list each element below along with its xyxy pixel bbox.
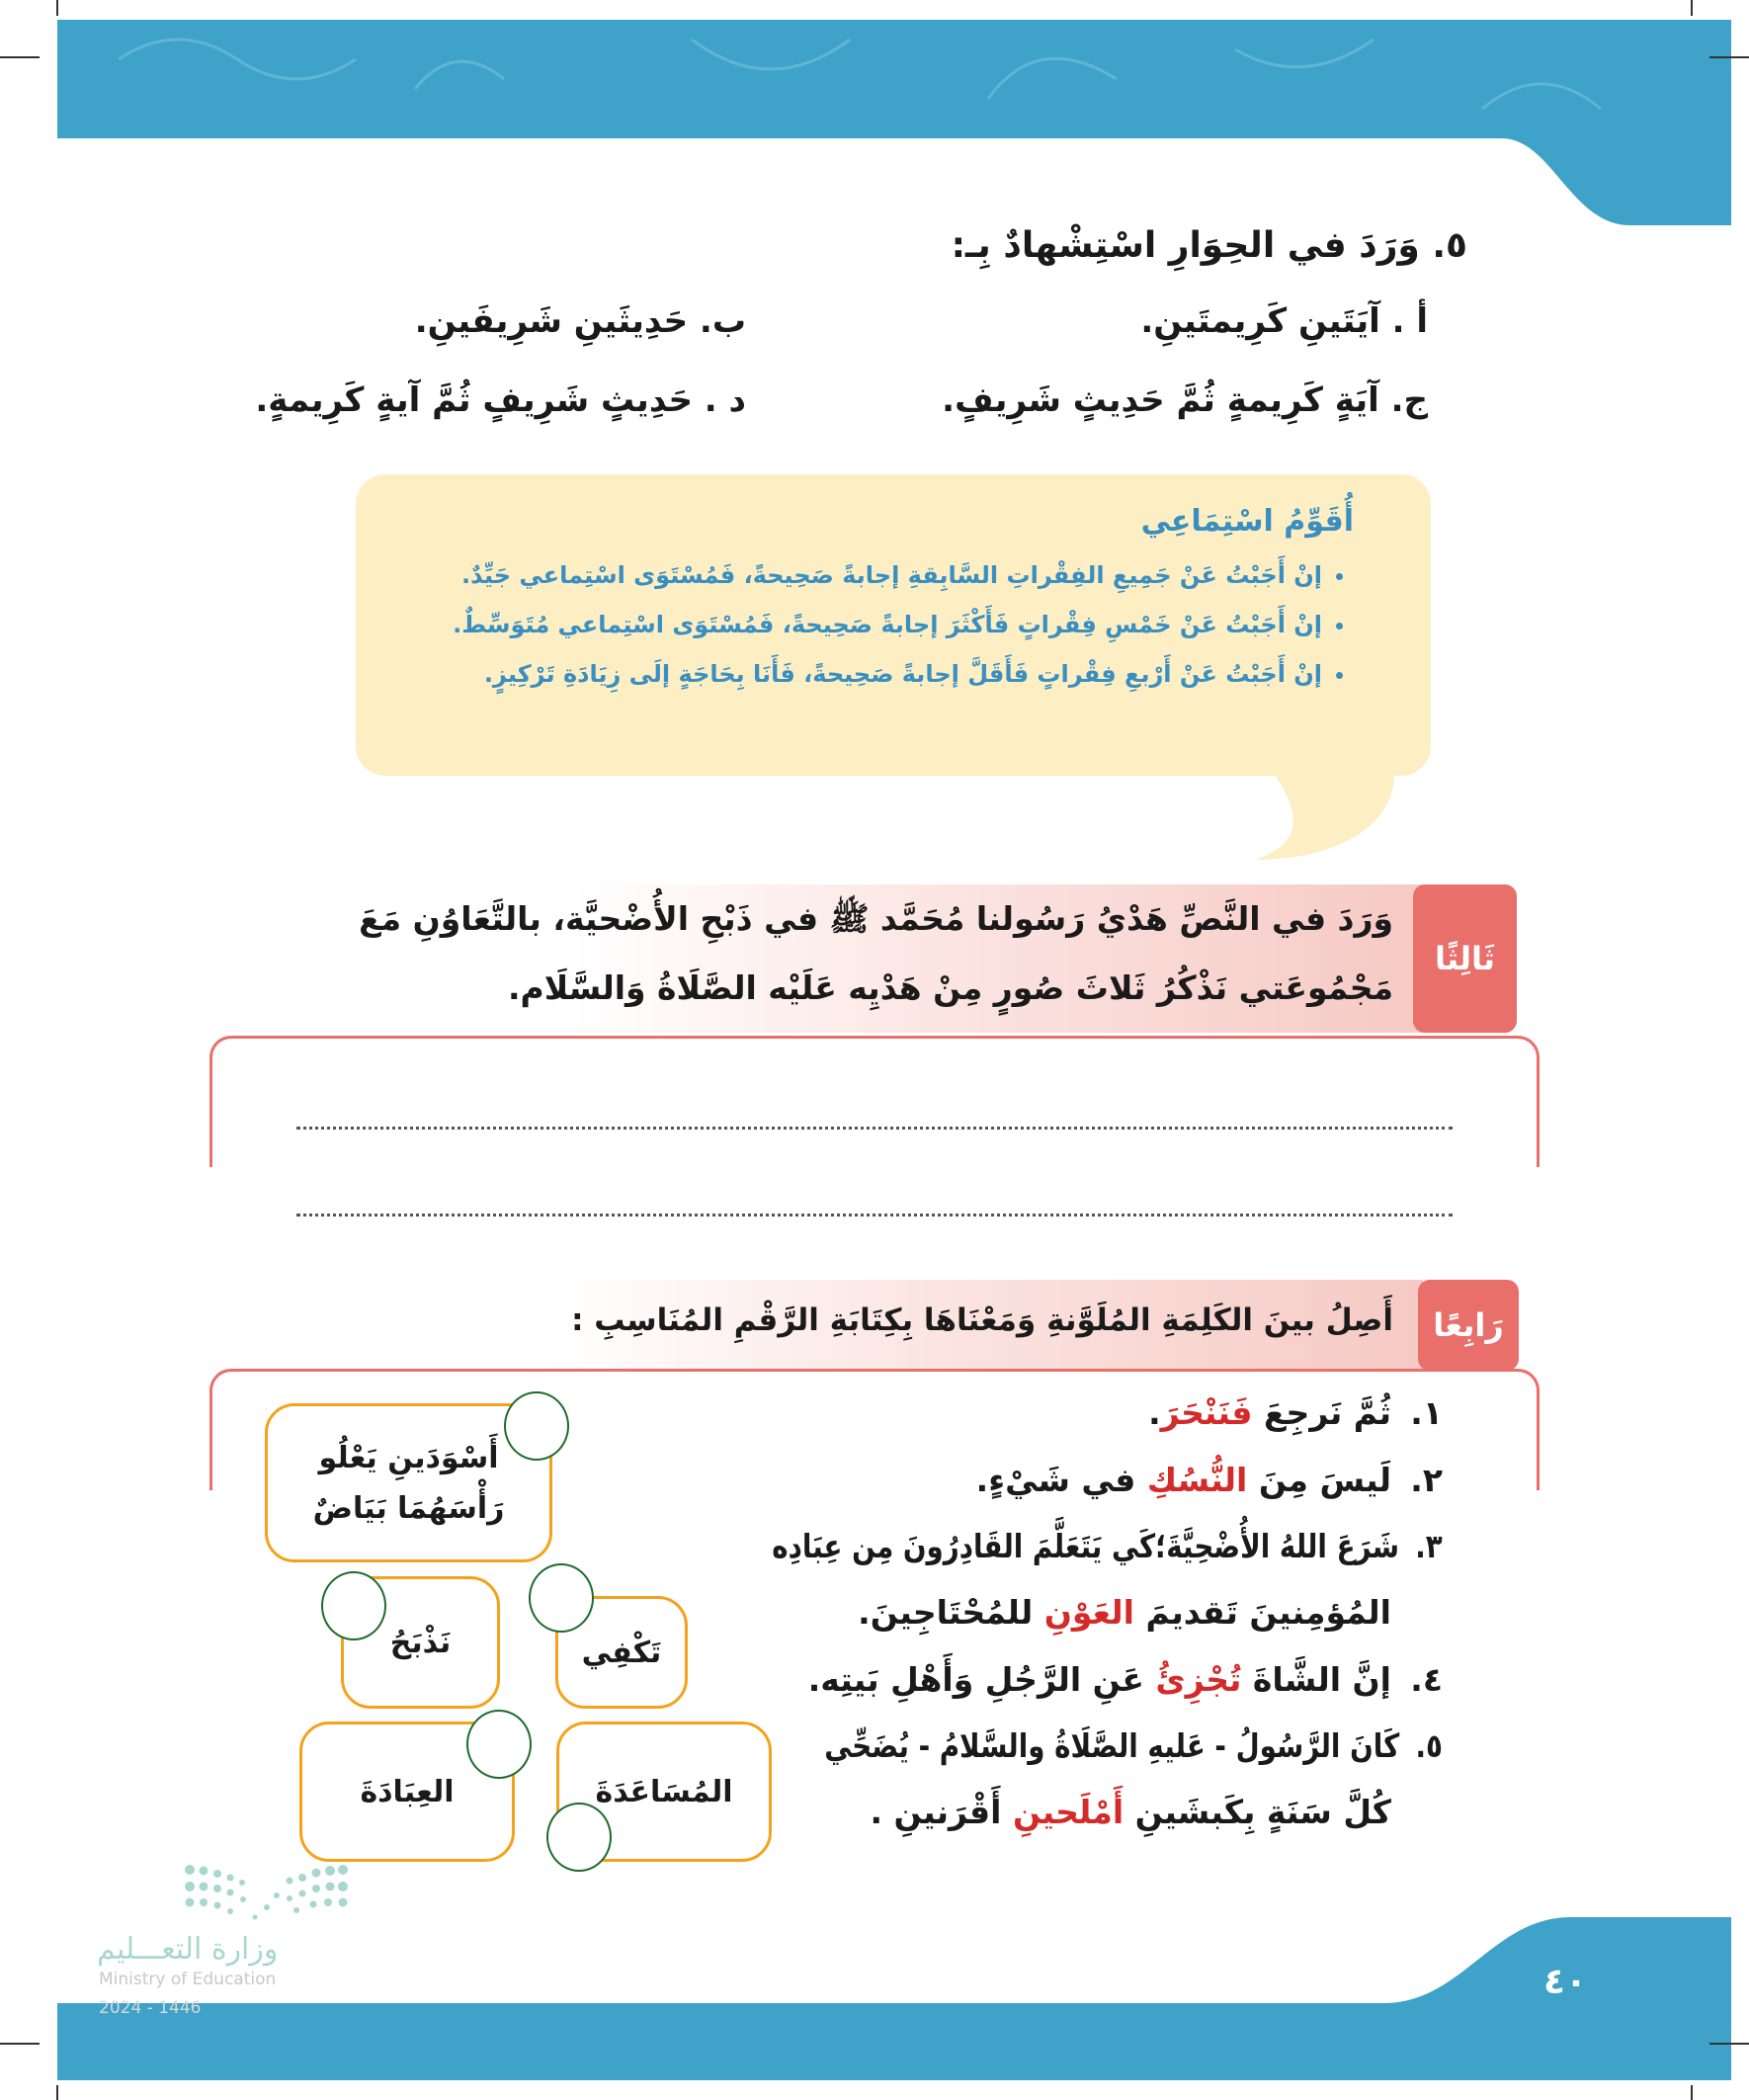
meaning-box-black-headed: أَسْوَدَينِ يَعْلُو رَأْسَهُمَا بَيَاضٌ <box>265 1403 552 1562</box>
highlighted-word: أَمْلَحينِ <box>1012 1793 1124 1831</box>
self-assessment-bubble-tail <box>1255 761 1413 870</box>
answer-circle[interactable] <box>546 1803 612 1872</box>
section-3-tab: ثَالِثًا <box>1413 884 1517 1033</box>
sentence-2: ٢.لَيسَ مِنَ النُّسُكِ في شَيْءٍ. <box>975 1461 1443 1499</box>
self-assessment-box <box>356 474 1431 776</box>
assessment-item: • إنْ أَجَبْتُ عَنْ خَمْسِ فِقْراتٍ فَأَكْثَرَ إجابةً صَحِيحةً، فَمُسْتَوَى اسْتِماعي مُتَوَسِّطٌ. <box>453 611 1322 638</box>
self-assessment-title: أُقَوِّمُ اسْتِمَاعِي <box>1140 504 1354 539</box>
option-d[interactable]: د . حَدِيثٍ شَرِيفٍ ثُمَّ آيةٍ كَرِيمةٍ. <box>255 380 746 420</box>
section-3-line-1: وَرَدَ في النَّصِّ هَدْيُ رَسُولنا مُحَمَّد ﷺ في ذَبْحِ الأُضْحيَّة، بالتَّعَاوُنِ مَعَ <box>359 899 1393 938</box>
question-5-prompt: ٥. وَرَدَ في الحِوَارِ اسْتِشْهادٌ بِـ: <box>951 225 1467 266</box>
sentence-5-continued: كُلَّ سَنَةٍ بِكَبشَينِ أَمْلَحينِ أَقْرَنينِ . <box>870 1793 1391 1831</box>
assessment-item: • إنْ أَجَبْتُ عَنْ جَمِيعِ الفِقْراتِ السَّابِقةِ إجابةً صَحِيحةً، فَمُسْتَوَى اسْتِماعي جَيِّدٌ. <box>453 561 1322 589</box>
meaning-box-help: المُسَاعَدَةَ <box>556 1722 772 1862</box>
edition-year: 2024 - 1446 <box>99 1998 202 2018</box>
answer-line-1[interactable] <box>296 1127 1453 1130</box>
assessment-item: • إنْ أَجَبْتُ عَنْ أَرْبعِ فِقْراتٍ فَأَقَلَّ إجابةً صَحِيحةً، فَأَنَا بِحَاجَةٍ إلَى زِيَادَةِ تَرْكِيزٍ. <box>453 660 1322 688</box>
header-band <box>0 0 1749 237</box>
option-a[interactable]: أ . آيَتَينِ كَرِيمتَينِ. <box>1140 301 1428 341</box>
sentence-3: ٣.شَرَعَ اللهُ الأُضْحِيَّةَ؛كَي يَتَعَلَّمَ القَادِرُونَ مِن عِبَادِه <box>772 1527 1443 1565</box>
meaning-box-suffices: تَكْفِي <box>555 1596 688 1709</box>
sentence-4: ٤.إنَّ الشَّاةَ تُجْزِئُ عَنِ الرَّجُلِ وَأَهْلِ بَيتِه. <box>807 1660 1443 1699</box>
section-4-instruction: أَصِلُ بينَ الكَلِمَةِ المُلَوَّنةِ وَمَعْنَاهَا بِكِتَابَةِ الرَّقْمِ المُنَاسِبِ : <box>571 1302 1393 1338</box>
page-number: ٤٠ <box>1543 1962 1587 2002</box>
meaning-box-slaughter: نَذْبَحُ <box>341 1576 500 1709</box>
sentence-1: ١.ثُمَّ نَرجِعَ فَنَنْحَرَ. <box>1148 1393 1443 1432</box>
sentence-5: ٥.كَانَ الرَّسُولُ - عَليهِ الصَّلَاةُ والسَّلامُ - يُضَحِّي <box>824 1726 1443 1765</box>
answer-circle[interactable] <box>321 1571 386 1640</box>
highlighted-word: فَنَنْحَرَ <box>1160 1393 1253 1432</box>
answer-circle[interactable] <box>529 1563 594 1633</box>
ministry-name-en: Ministry of Education <box>99 1970 277 1989</box>
highlighted-word: تُجْزِئُ <box>1155 1660 1242 1699</box>
section-4-tab: رَابِعًا <box>1418 1280 1519 1371</box>
option-b[interactable]: ب. حَدِيثَينِ شَرِيفَينِ. <box>414 301 746 341</box>
option-c[interactable]: ج. آيَةٍ كَرِيمةٍ ثُمَّ حَدِيثٍ شَرِيفٍ. <box>942 380 1428 420</box>
sentence-3-continued: المُؤمِنينَ تَقديمَ العَوْنِ للمُحْتَاجِينَ. <box>858 1593 1391 1632</box>
answer-line-2[interactable] <box>296 1214 1453 1217</box>
meaning-box-worship: العِبَادَةَ <box>299 1722 515 1862</box>
answer-box <box>209 1036 1540 1167</box>
highlighted-word: النُّسُكِ <box>1146 1461 1248 1499</box>
answer-circle[interactable] <box>504 1391 569 1461</box>
ministry-name-ar: وزارة التعـــليم <box>97 1932 279 1967</box>
section-3-line-2: مَجْمُوعَتي نَذْكُرُ ثَلاثَ صُورٍ مِنْ هَدْيِه عَلَيْه الصَّلَاةُ وَالسَّلَام. <box>508 968 1393 1007</box>
footer-band <box>0 1878 1749 2100</box>
answer-circle[interactable] <box>466 1710 532 1779</box>
highlighted-word: العَوْنِ <box>1043 1593 1134 1632</box>
